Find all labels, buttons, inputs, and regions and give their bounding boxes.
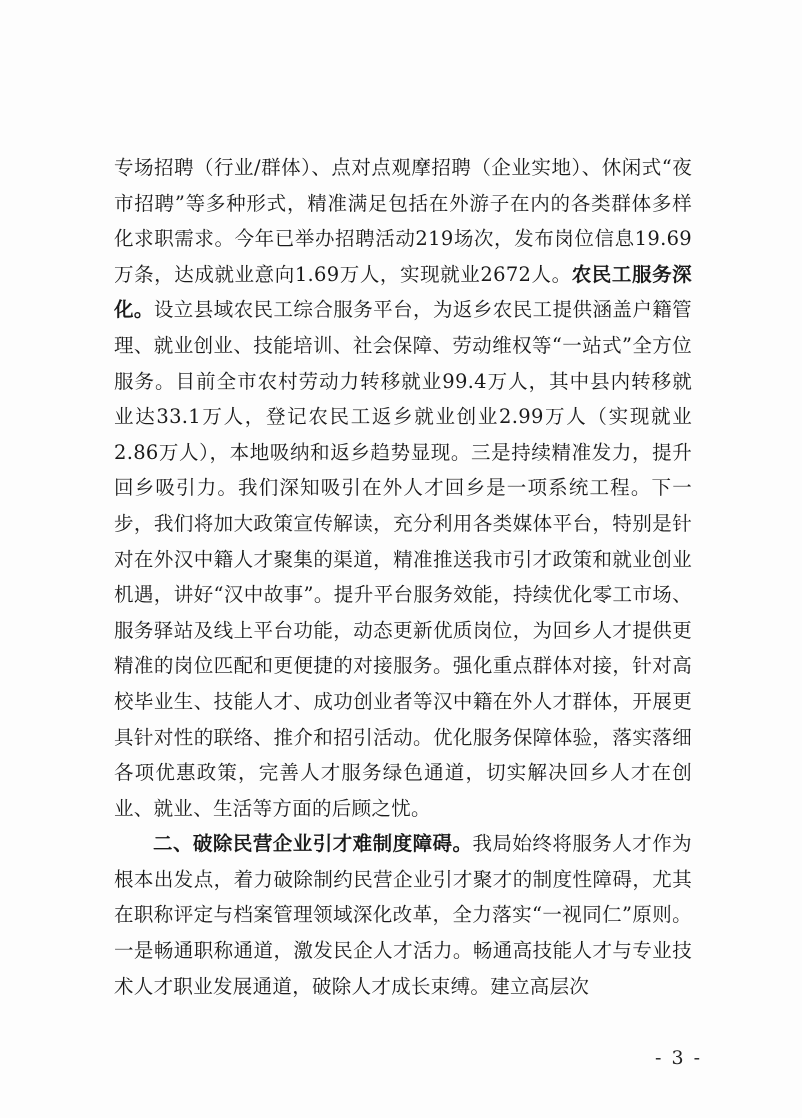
text-run: 我局始终将服务人才作为根本出发点，着力破除制约民营企业引才聚才的制度性障碍，尤其在职称评定与档案管理领域深化改革，全力落实“一视同仁”原则。一是畅通职称通道，激发民企人才活力。畅通高技能人才与专业技术人才职业发展通道，破除人才成长束缚。建立高层次	[114, 832, 692, 998]
text-run: 专场招聘（行业/群体）、点对点观摩招聘（企业实地）、休闲式“夜市招聘”等多种形式，精准满足包括在外游子在内的各类群体多样化求职需求。今年已举办招聘活动219场次，发布岗位信息19.69万条，达成就业意向1.69万人，实现就业2672人。	[114, 156, 692, 286]
page-number: - 3 -	[654, 1047, 702, 1069]
text-run: 设立县域农民工综合服务平台，为返乡农民工提供涵盖户籍管理、就业创业、技能培训、社会保障、劳动维权等“一站式”全方位服务。目前全市农村劳动力转移就业99.4万人，其中县内转移就业达33.1万人，登记农民工返乡就业创业2.99万人（实现就业2.86万人），本地吸纳和返乡趋势显现。三是持续精准发力，提升回乡吸引力。我们深知吸引在外人才回乡是一项系统工程。下一步，我们将加大政策宣传解读，充分利用各类媒体平台，特别是针对在外汉中籍人才聚集的渠道，精准推送我市引才政策和就业创业机遇，讲好“汉中故事”。提升平台服务效能，持续优化零工市场、服务驿站及线上平台功能，动态更新优质岗位，为回乡人才提供更精准的岗位匹配和更便捷的对接服务。强化重点群体对接，针对高校毕业生、技能人才、成功创业者等汉中籍在外人才群体，开展更具针对性的联络、推介和招引活动。优化服务保障体验，落实落细各项优惠政策，完善人才服务绿色通道，切实解决回乡人才在创业、就业、生活等方面的后顾之忧。	[114, 298, 692, 820]
body-text	[114, 150, 692, 1004]
paragraph-1	[114, 150, 692, 826]
section-heading: 二、破除民营企业引才难制度障碍。	[153, 832, 473, 856]
paragraph-2	[114, 826, 692, 1004]
bold-heading-run: 农民工服务深化。	[114, 262, 692, 322]
